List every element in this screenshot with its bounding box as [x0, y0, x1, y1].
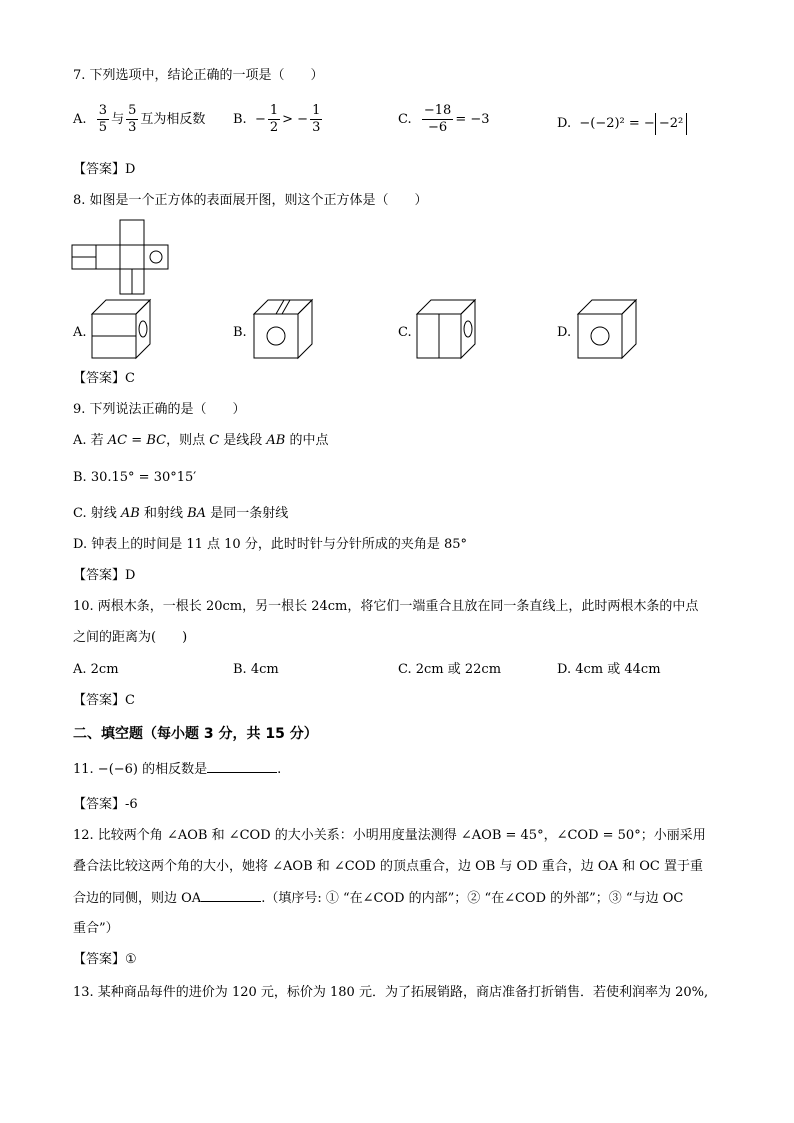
q8-option-c-label[interactable]: C.: [398, 325, 412, 340]
q10-option-d[interactable]: D. 4cm 或 44cm: [557, 662, 661, 677]
q10-option-b[interactable]: B. 4cm: [233, 662, 279, 677]
q13-stem: 13. 某种商品每件的进价为 120 元，标价为 180 元．为了拓展销路，商店准备打折销售．若使利润率为 20%,: [73, 985, 709, 1000]
q7-answer: 【答案】D: [73, 162, 136, 177]
q8-option-d-label[interactable]: D.: [557, 325, 572, 340]
q7-stem: 7. 下列选项中，结论正确的一项是（ ）: [73, 68, 324, 83]
section-heading: 二、填空题（每小题 3 分，共 15 分）: [73, 726, 318, 742]
q9-option-c[interactable]: C. 射线 AB 和射线 BA 是同一条射线: [73, 506, 289, 521]
q7-option-b[interactable]: B. − $\frac{1}{2}$ > − $\frac{1}{3}$: [233, 103, 321, 135]
q12-line3: 合边的同侧，则边 OA .（填序号: ① “在∠COD 的内部”；② “在∠COD 的外部”；③ “与边 OC: [73, 891, 684, 906]
q11-answer: 【答案】-6: [73, 797, 138, 812]
fraction: $\frac{1}{2}$: [269, 103, 279, 135]
q7-option-a[interactable]: A. $\frac{3}{5}$ 与 $\frac{5}{3}$ 互为相反数: [73, 103, 206, 135]
q10-answer: 【答案】C: [73, 693, 135, 708]
answer-blank[interactable]: [207, 760, 277, 773]
q9-option-d[interactable]: D. 钟表上的时间是 11 点 10 分，此时时针与分针所成的夹角是 85°: [73, 537, 468, 552]
fraction: $\frac{-18}{-6}$: [423, 103, 452, 135]
q12-line4: 重合”）: [73, 921, 119, 936]
q9-option-a[interactable]: A. 若 AC = BC，则点 C 是线段 AB 的中点: [73, 433, 329, 448]
q8-option-b-cube[interactable]: [254, 300, 316, 362]
q12-line1: 12. 比较两个角 ∠AOB 和 ∠COD 的大小关系：小明用度量法测得 ∠AOB = 45°，∠COD = 50°；小丽采用: [73, 828, 706, 843]
q8-answer: 【答案】C: [73, 371, 135, 386]
q12-answer: 【答案】①: [73, 952, 137, 967]
cube-net-figure: [72, 220, 172, 296]
q10-option-c[interactable]: C. 2cm 或 22cm: [398, 662, 502, 677]
q8-option-a-label[interactable]: A.: [73, 325, 87, 340]
q10-stem-line2: 之间的距离为( ): [73, 630, 188, 645]
q11-stem: 11. −(−6) 的相反数是 .: [73, 762, 282, 777]
q8-option-c-cube[interactable]: [417, 300, 479, 362]
answer-blank[interactable]: [201, 889, 261, 902]
q9-answer: 【答案】D: [73, 568, 136, 583]
q10-stem-line1: 10. 两根木条，一根长 20cm，另一根长 24cm，将它们一端重合且放在同一条直线上，此时两根木条的中点: [73, 599, 699, 614]
fraction: $\frac{3}{5}$: [98, 103, 108, 135]
q8-stem: 8. 如图是一个正方体的表面展开图，则这个正方体是（ ）: [73, 193, 428, 208]
fraction: $\frac{5}{3}$: [128, 103, 137, 135]
q7-option-d[interactable]: D. −(−2)² = − −2²: [557, 113, 687, 135]
q10-option-a[interactable]: A. 2cm: [73, 662, 119, 677]
absolute-value: −2²: [655, 113, 687, 135]
q8-option-a-cube[interactable]: [92, 300, 154, 362]
q8-option-d-cube[interactable]: [578, 300, 640, 362]
fraction: $\frac{1}{3}$: [312, 103, 321, 135]
q8-option-b-label[interactable]: B.: [233, 325, 247, 340]
q7-option-c[interactable]: C. $\frac{-18}{-6}$ = −3: [398, 103, 490, 135]
q9-option-b[interactable]: B. 30.15° = 30°15′: [73, 470, 197, 485]
q9-stem: 9. 下列说法正确的是（ ）: [73, 402, 246, 417]
q12-line2: 叠合法比较这两个角的大小，她将 ∠AOB 和 ∠COD 的顶点重合，边 OB 与 OD 重合，边 OA 和 OC 置于重: [73, 859, 703, 874]
